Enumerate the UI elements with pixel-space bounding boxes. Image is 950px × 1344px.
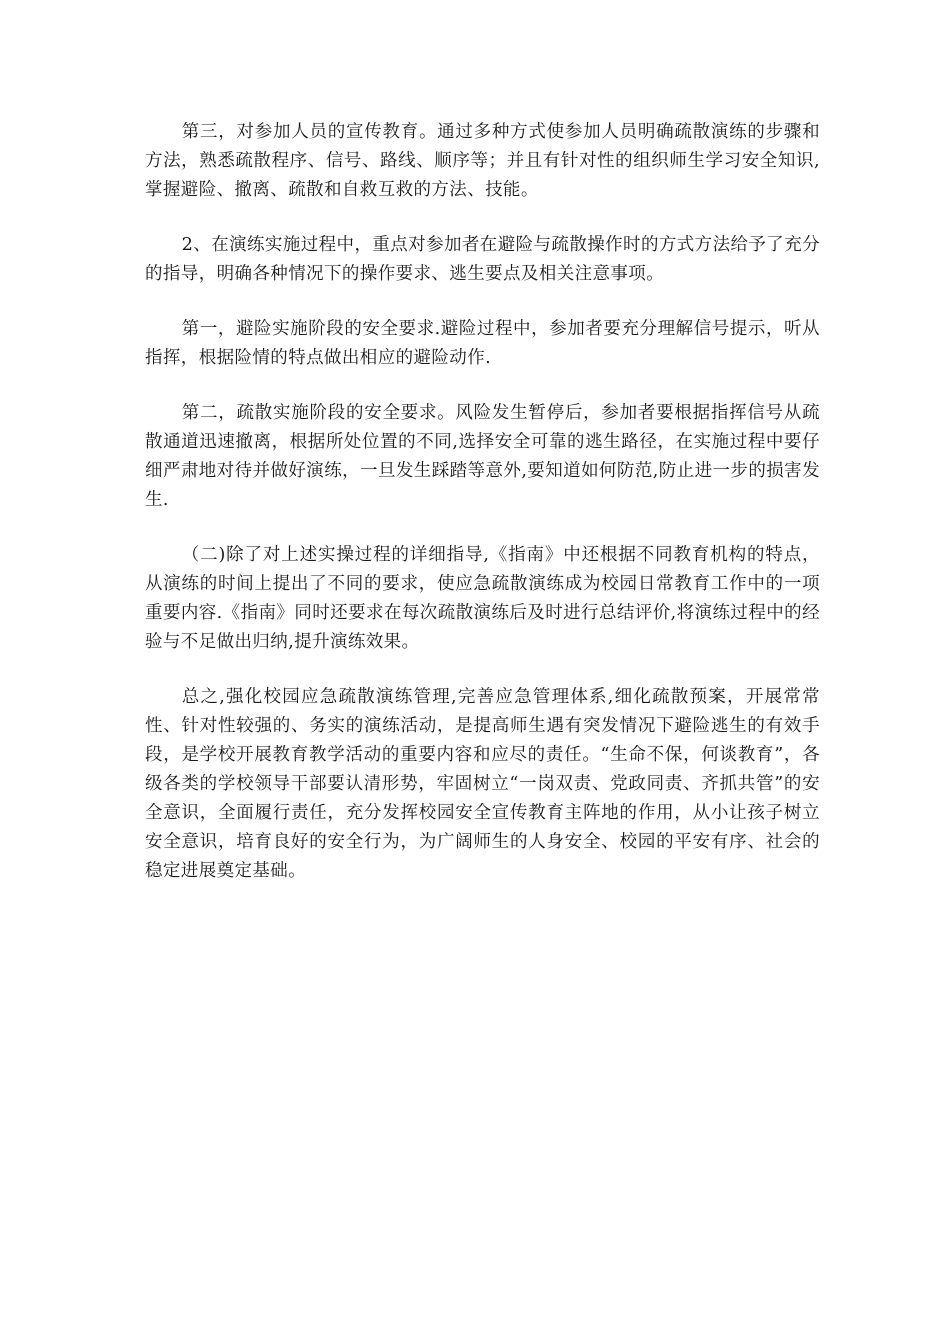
paragraph-drill-guidance: 2、在演练实施过程中，重点对参加者在避险与疏散操作时的方式方法给予了充分的指导，明确各种情况下的操作要求、逃生要点及相关注意事项。 (145, 235, 820, 284)
document-page (145, 118, 820, 912)
paragraph-guide-time-requirements: （二)除了对上述实操过程的详细指导,《指南》中还根据不同教育机构的特点，从演练的时间上提出了不同的要求，使应急疏散演练成为校园日常教育工作中的一项重要内容.《指南》同时还要求在每次疏散演练后及时进行总结评价,将演练过程中的经验与不足做出归纳,提升演练效果。 (145, 545, 820, 652)
paragraph-publicity-education: 第三，对参加人员的宣传教育。通过多种方式使参加人员明确疏散演练的步骤和方法，熟悉疏散程序、信号、路线、顺序等；并且有针对性的组织师生学习安全知识,掌握避险、撤离、疏散和自救互救的方法、技能。 (145, 122, 820, 200)
paragraph-evacuation-requirements: 第二，疏散实施阶段的安全要求。风险发生暂停后，参加者要根据指挥信号从疏散通道迅速撤离，根据所处位置的不同,选择安全可靠的逃生路径，在实施过程中要仔细严肃地对待并做好演练，一旦发生踩踏等意外,要知道如何防范,防止进一步的损害发生. (145, 403, 820, 510)
paragraph-conclusion: 总之,强化校园应急疏散演练管理,完善应急管理体系,细化疏散预案，开展常常性、针对性较强的、务实的演练活动，是提高师生遇有突发情况下避险逃生的有效手段，是学校开展教育教学活动的重要内容和应尽的责任。“生命不保，何谈教育”，各级各类的学校领导干部要认清形势，牢固树立“一岗双责、党政同责、齐抓共管”的安全意识，全面履行责任，充分发挥校园安全宣传教育主阵地的作用，从小让孩子树立安全意识，培育良好的安全行为，为广阔师生的人身安全、校园的平安有序、社会的稳定进展奠定基础。 (145, 687, 820, 881)
paragraph-avoidance-requirements: 第一，避险实施阶段的安全要求.避险过程中，参加者要充分理解信号提示，听从指挥，根据险情的特点做出相应的避险动作. (145, 319, 820, 368)
